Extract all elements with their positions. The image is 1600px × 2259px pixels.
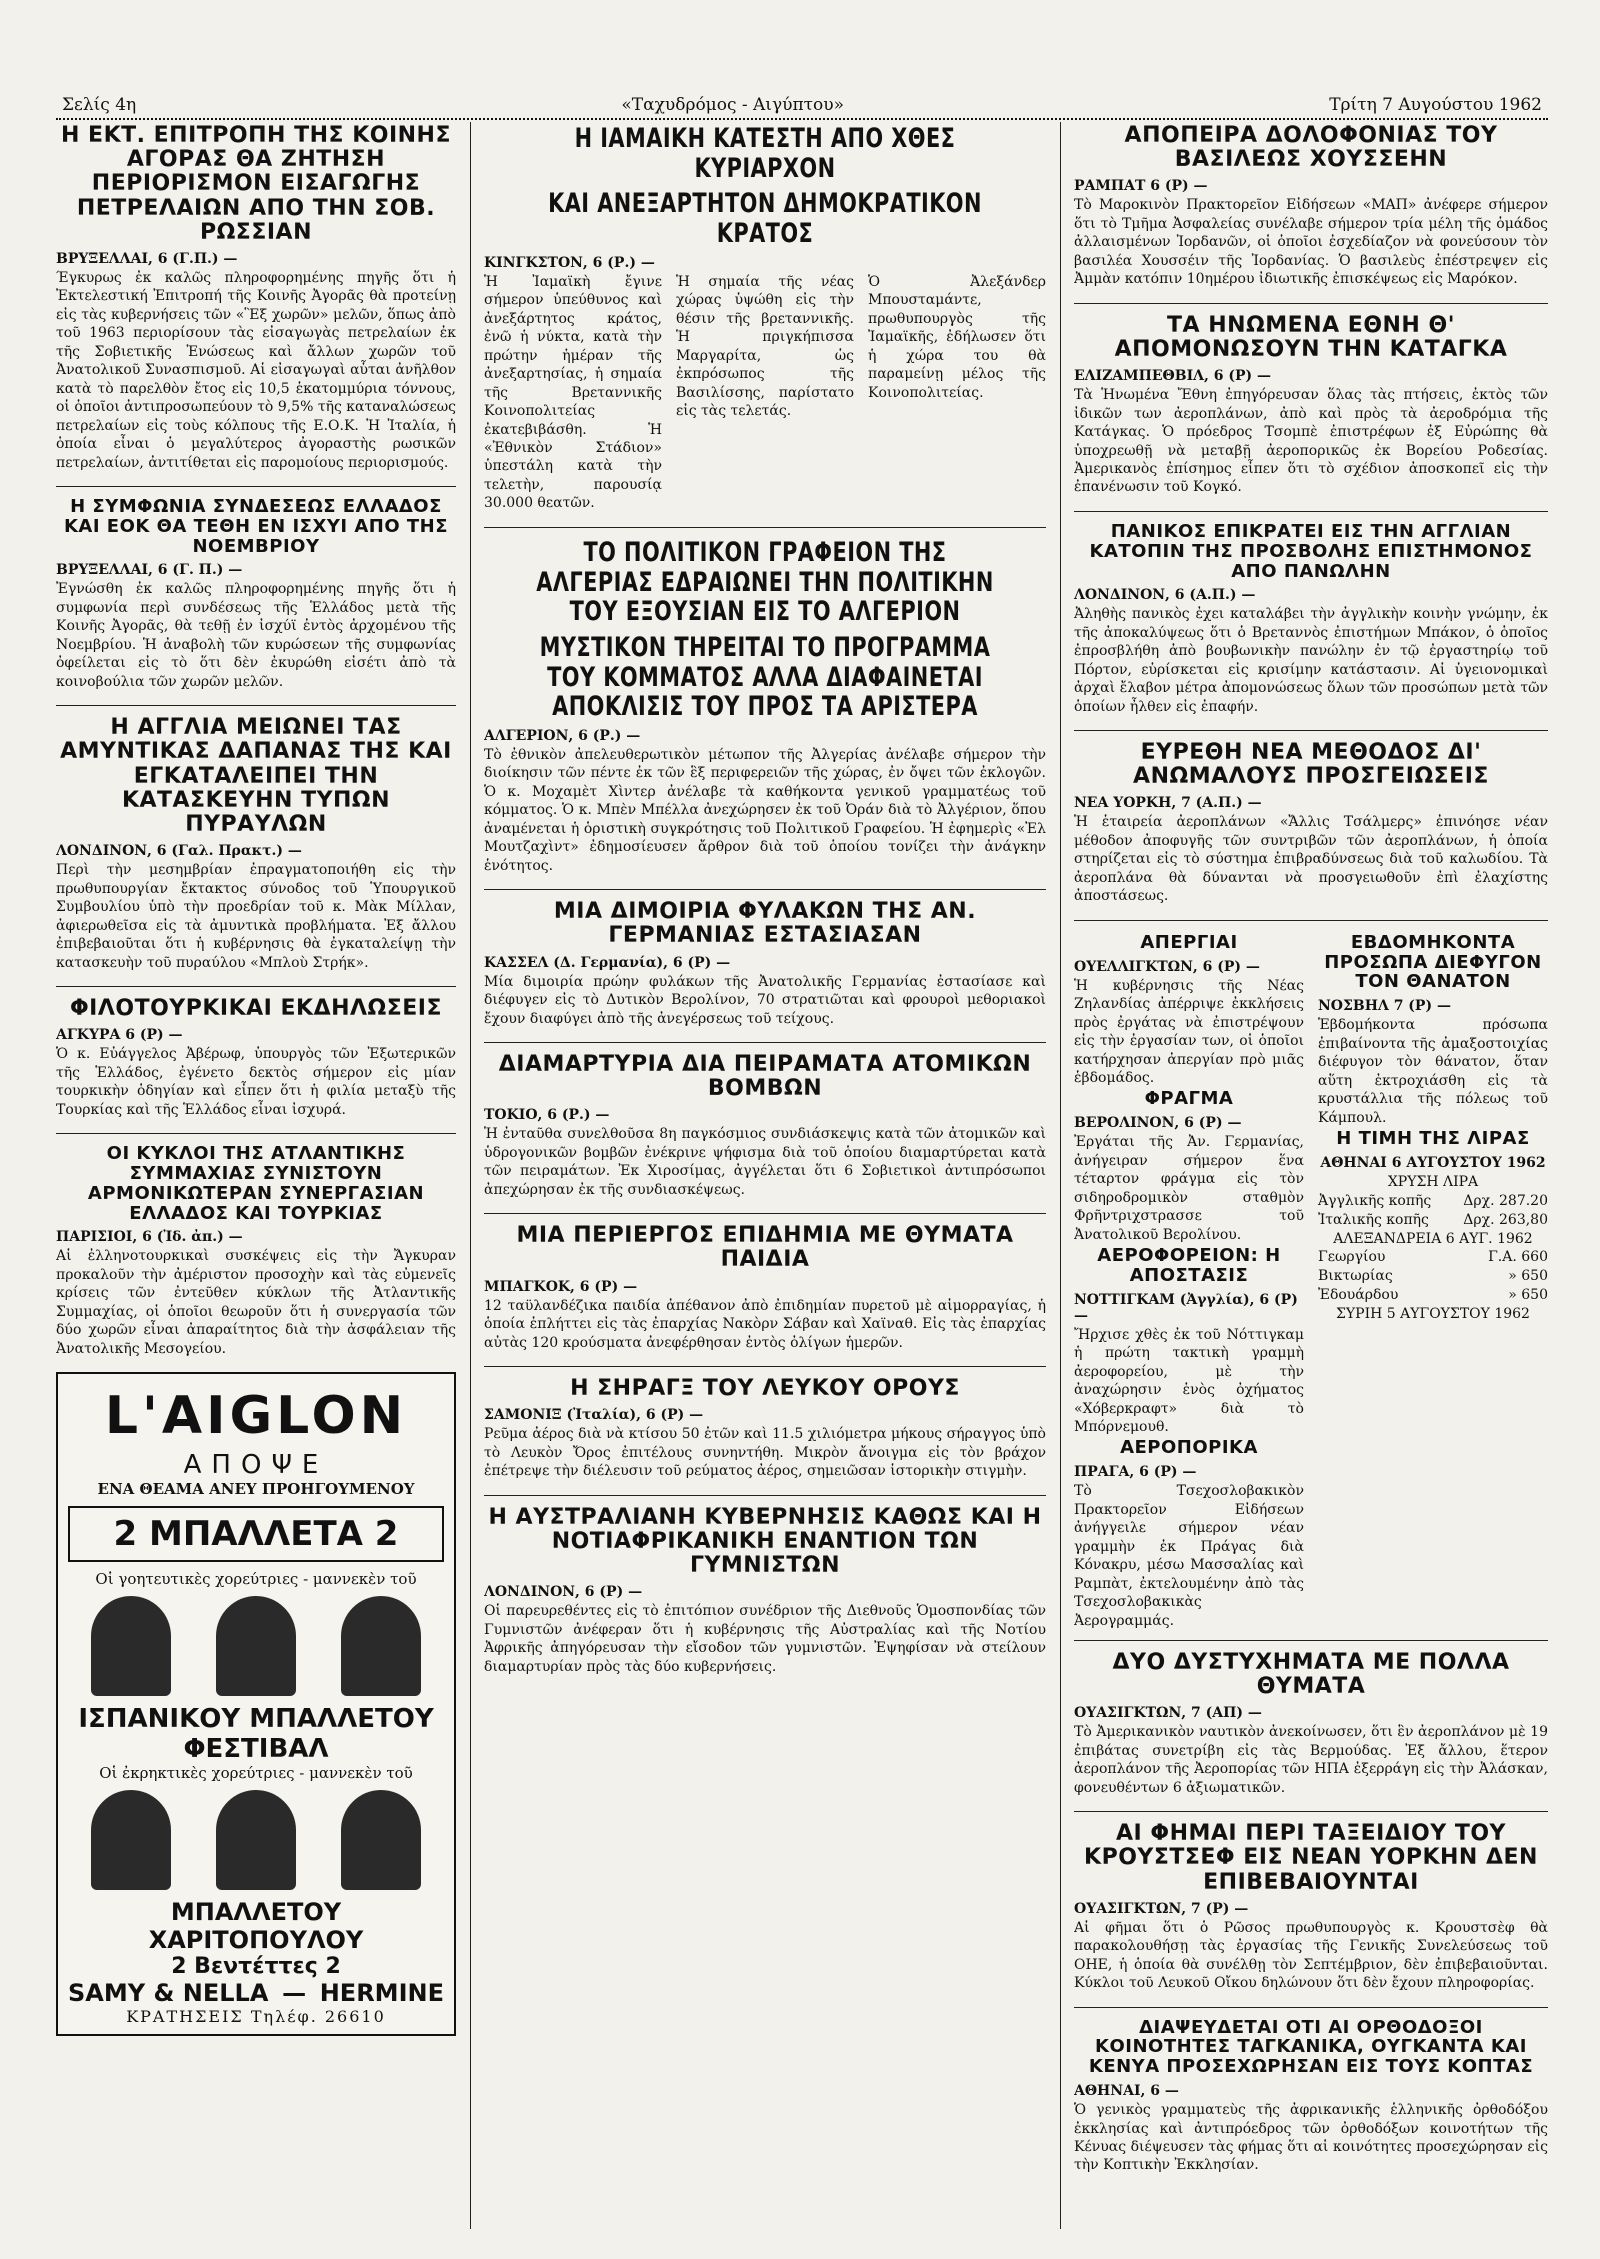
column-right [1074,122,1548,2229]
article-body: Ἡ Ἰαμαϊκὴ ἔγινε σήμερον ὑπεύθυνος καὶ ἀνεξάρτητος κράτος, ἐνῶ ἡ νύκτα, κατὰ τὴν πρώτην ἡμέραν τῆς ἀνεξαρτησίας, ἡ σημαία τῆς Βρεταννικῆς Κοινοπολιτείας ἐκατεβιβάσθη. Ἡ «Ἐθνικὸν Στάδιον» ὑπεστάλη κατὰ τὴν τελετὴν, παρουσίᾳ 30.000 θεατῶν. [484,273,662,512]
headline: Η ΑΓΓΛΙΑ ΜΕΙΩΝΕΙ ΤΑΣ ΑΜΥΝΤΙΚΑΣ ΔΑΠΑΝΑΣ ΤΗΣ ΚΑΙ ΕΓΚΑΤΑΛΕΙΠΕΙ ΤΗΝ ΚΑΤΑΣΚΕΥΗΝ ΤΥΠΩΝ ΠΥΡΑΥΛΩΝ [60,715,452,838]
headline: ΤΑ ΗΝΩΜΕΝΑ ΕΘΝΗ Θ' ΑΠΟΜΟΝΩΣΟΥΝ ΤΗΝ ΚΑΤΑΓΚΑ [1114,312,1508,362]
ad-booking: ΚΡΑΤΗΣΕΙΣ Τηλέφ. 26610 [126,2007,386,2027]
headline: Η ΕΚΤ. ΕΠΙΤΡΟΠΗ ΤΗΣ ΚΟΙΝΗΣ ΑΓΟΡΑΣ ΘΑ ΖΗΤΗΣΗ ΠΕΡΙΟΡΙΣΜΟΝ ΕΙΣΑΓΩΓΗΣ ΠΕΤΡΕΛΑΙΩΝ ΑΠΟ ΤΗΝ ΣΟΒ. ΡΩΣΣΙΑΝ [60,123,451,245]
dateline: ΡΑΜΠΑΤ 6 (Ρ) — [1074,178,1208,195]
dateline: ΑΛΓΕΡΙΟΝ, 6 (Ρ.) — [484,727,641,744]
alex-title: ΑΛΕΞΑΝΔΡΕΙΑ 6 ΑΥΓ. 1962 [1333,1230,1533,1247]
headline: ΑΕΡΟΠΟΡΙΚΑ [1120,1437,1258,1459]
dancer-photo [91,1596,171,1696]
article-body: Ὁ Ἀλεξάνδερ Μπουσταμάντε, πρωθυπουργὸς τῆς Ἰαμαϊκῆς, ἐδήλωσεν ὅτι ἡ χώρα του θὰ παραμείνῃ μέλος τῆς Κοινοπολιτείας. [868,273,1046,401]
dateline: ΛΟΝΔΙΝΟΝ, 6 (Γαλ. Πρακτ.) — [56,843,302,860]
dateline: ΕΛΙΖΑΜΠΕΘΒΙΛ, 6 (Ρ) — [1074,368,1272,385]
article-body: 12 ταϋλανδέζικα παιδία ἀπέθανον ἀπὸ ἐπιδημίαν πυρετοῦ μὲ αἱμορραγίας, ἡ ὁποία ἐπλήττει εἰς τὰς ἐπαρχίας Νακὸρν Σάβαν καὶ Χαϊναθ. Εἰς τὰς ἐπαρχίας αὐτὰς 120 κρούσματα ἀνεφέρθησαν ἐντὸς ὀλίγων ἡμερῶν. [484,1297,1046,1351]
article-body: Ρεῦμα ἀέρος διὰ νὰ κτίσου 50 ἐτῶν καὶ 11.5 χιλιόμετρα μήκους σήραγγος ὑπὸ τὸ Λευκὸν Ὄρος ἐπιτέλους συνηντήθη. Μικρὸν ἄνοιγμα εἰς τὸν βράχον ἐπέτρεψε τὴν διέλευσιν τοῦ ρεύματος ἀέρος, σημειῶσαν ἱστορικὴν στιγμὴν. [484,1426,1046,1480]
column-center [484,122,1046,2229]
ad-festival: ΙΣΠΑΝΙΚΟΥ ΜΠΑΛΛΕΤΟΥ ΦΕΣΤΙΒΑΛ [78,1704,434,1765]
dateline: ΟΥΑΣΙΓΚΤΩΝ, 7 (Ρ) — [1074,1900,1249,1917]
headline: Η ΣΥΜΦΩΝΙΑ ΣΥΝΔΕΣΕΩΣ ΕΛΛΑΔΟΣ ΚΑΙ ΕΟΚ ΘΑ ΤΕΘΗ ΕΝ ΙΣΧΥΙ ΑΠΟ ΤΗΣ ΝΟΕΜΒΡΙΟΥ [63,496,449,557]
headline: ΜΥΣΤΙΚΟΝ ΤΗΡΕΙΤΑΙ ΤΟ ΠΡΟΓΡΑΜΜΑ ΤΟΥ ΚΟΜΜΑΤΟΣ ΑΛΛΑ ΔΙΑΦΑΙΝΕΤΑΙ ΑΠΟΚΛΙΣΙΣ ΤΟΥ ΠΡΟΣ ΤΑ ΑΡΙΣΤΕΡΑ [539,631,991,723]
short-news-column [1074,931,1304,1630]
dateline: ΝΟΣΒΗΛ 7 (Ρ) — [1318,998,1451,1015]
dateline: ΠΡΑΓΑ, 6 (Ρ) — [1074,1464,1197,1481]
dateline: ΚΙΝΓΚΣΤΟΝ, 6 (Ρ.) — [484,254,655,271]
article-body: Ἡ ἑταιρεία ἀεροπλάνων «Ἄλλις Τσάλμερς» ἐπινόησε νέαν μέθοδον ἀποφυγῆς τῶν συντριβῶν τῶν ἀεροπλάνων, ἡ ὁποία στηρίζεται εἰς τὸ σύστημα ἐπιβραδύνσεως διὰ τοῦ καλωδίου. Τὰ ἀεροπλάνα θὰ δύνανται νὰ προσγειωθοῦν ἐπὶ ἐλαχίστης ἀποστάσεως. [1074,814,1548,905]
article-khrushchev [1074,1822,1548,1992]
dateline: ΝΟΤΤΙΓΚΑΜ (Ἀγγλία), 6 (Ρ) — [1074,1291,1298,1324]
ad-tonight: ΑΠΟΨΕ [183,1450,329,1481]
dateline: ΝΕΑ ΥΟΡΚΗ, 7 (Α.Π.) — [1074,795,1262,812]
dancer-photo [341,1790,421,1890]
article-body: Έγκυρως ἐκ καλῶς πληροφορημένης πηγῆς ὅτι ἡ Ἐκτελεστική Ἐπιτροπή τῆς Κοινῆς Ἀγορᾶς θὰ προτείνῃ εἰς τὰς κυβερνήσεις τῶν «Ἓξ χωρῶν» μελῶν, ὅπως ἀπὸ τοῦ 1963 περιορίσουν τὰς εἰσαγωγὰς πετρελαίων ἐκ τῆς Σοβιετικῆς Ἑνώσεως καὶ ἄλλων χωρῶν τοῦ Ἀνατολικοῦ Συνασπισμοῦ. Αἱ εἰσαγωγαὶ αὗται ἀνῆλθον κατὰ τὸ παρελθὸν ἔτος εἰς 10,5 ἑκατομμύρια τόννους, οἱ ὁποῖοι ἀντιπροσωπεύουν τὸ 9,5% τῆς καταναλώσεως πετρελαίων εἰς τοὺς κόλπους τῆς Ε.Ο.Κ. Ἡ Ἰταλία, ἡ ὁποία εἶναι ὁ μεγαλύτερος ἀγοραστὴς ρωσικῶν πετρελαίων, ἀντιτίθεται εἰς παρομοίους περιορισμούς. [56,269,456,471]
dateline: ΣΑΜΟΝΙΞ (Ἰταλία), 6 (Ρ) — [484,1407,704,1424]
article-body: Ἐργάται τῆς Ἀν. Γερμανίας, ἀνήγειραν σήμερον ἕνα τέταρτον φράγμα εἰς τὸν σιδηροδρομικὸν σταθμὸν Φρῆντριχστρασσε τοῦ Ἀνατολικοῦ Βερολίνου. [1074,1134,1304,1243]
article-body: Ἑβδομήκοντα πρόσωπα ἐπιβαίνοντα τῆς ἀμαξοστοιχίας διέφυγον τὸν θάνατον, ὅταν αὕτη ἐκτροχιάσθη εἰς τὰ κρυστάλλια τῆς πόλεως τοῦ Κάμπουλ. [1318,1017,1548,1126]
paper-name: «Ταχυδρόμος - Αιγύπτου» [615,95,850,115]
gold-price-table [1318,1173,1548,1324]
headline: ΑΕΡΟΦΟΡΕΙΟΝ: Η ΑΠΟΣΤΑΣΙΣ [1097,1245,1281,1286]
column-rule [470,122,471,2229]
dateline: ΑΘΗΝΑΙ, 6 — [1074,2083,1179,2100]
alex-row: Γεωργίου Γ.Α. 660 [1318,1249,1548,1266]
article-body: Τὰ Ἡνωμένα Ἔθνη ἐπηγόρευσαν ὅλας τὰς πτήσεις, ἐκτὸς τῶν ἰδικῶν των ἀεροπλάνων, ἀπὸ καὶ πρὸς τὰ ἀεροδρόμια τῆς Κατάγκας. Ὁ πρόεδρος Τσομπὲ ἐπιστρέφων ἐξ Εὐρώπης θὰ ὑποχρεωθῇ νὰ μεταβῇ ἀεροπορικῶς ἐκ Βορείου Ροδεσίας. Ἀμερικανὸς ἐπίσημος εἶπεν ὅτι τὸ σχέδιον ἀποσκοπεῖ εἰς τὴν ἐπανένωσιν τοῦ Κογκό. [1074,387,1548,496]
laiglon-advertisement: L'AIGLON ΑΠΟΨΕ ΕΝΑ ΘΕΑΜΑ ΑΝΕΥ ΠΡΟΗΓΟΥΜΕΝΟΥ 2 ΜΠΑΛΛΕΤΑ 2 Οἱ γοητευτικὲς χορεύτριες - μαννεκὲν τοῦ ΙΣΠΑΝΙΚΟΥ ΜΠΑΛΛΕΤΟΥ ΦΕΣΤΙΒΑΛ Οἱ ἐκρηκτικὲς χορεύτριες - μαννεκὲν τοῦ ΜΠΑΛΛΕΤΟΥ ΧΑΡΙΤΟΠΟΥΛΟΥ 2 Βεντέττες 2 SAMY & NELLA — HERMINE ΚΡΑΤΗΣΕΙΣ Τηλέφ. 26610 [56,1372,456,2036]
article-body: Ὁ κ. Εὐάγγελος Ἀβέρωφ, ὑπουργὸς τῶν Ἐξωτερικῶν τῆς Ἑλλάδος, ἐγένετο δεκτὸς σήμερον εἰς μίαν τουρκικὴν ὁδηγίαν καὶ εἶπεν ὅτι ἡ φιλία μεταξὺ τῆς Τουρκίας καὶ τῆς Ἑλλάδος εἶναι ἰσχυρά. [56,1046,456,1118]
gold-title: ΧΡΥΣΗ ΛΙΡΑ [1387,1173,1479,1190]
headline: ΕΥΡΕΘΗ ΝΕΑ ΜΕΘΟΔΟΣ ΔΙ' ΑΝΩΜΑΛΟΥΣ ΠΡΟΣΓΕΙΩΣΕΙΣ [1133,740,1489,790]
dateline: ΑΓΚΥΡΑ 6 (Ρ) — [56,1027,183,1044]
headline: ΔΥΟ ΔΥΣΤΥΧΗΜΑΤΑ ΜΕ ΠΟΛΛΑ ΘΥΜΑΤΑ [1112,1650,1510,1700]
article-australia-nudists [484,1506,1046,1676]
ad-desc: Οἱ ἐκρηκτικὲς χορεύτριες - μαννεκὲν τοῦ [99,1764,413,1783]
article-britain-defence [56,716,456,972]
headline: Η ΤΙΜΗ ΤΗΣ ΛΙΡΑΣ [1336,1128,1530,1150]
article-body: Ὁ γενικὸς γραμματεὺς τῆς ἀφρικανικῆς ἑλληνικῆς ὀρθοδόξου ἐκκλησίας καὶ ἀντιπρόεδρος τῶν ὀρθοδόξων κοινοτήτων τῆς Κένυας διέψευσεν τὰς φήμας ὅτι αἱ κοινότητες προσεχώρησαν εἰς τὴν Κοπτικὴν Ἐκκλησίαν. [1074,2102,1548,2174]
dateline: ΒΡΥΞΕΛΛΑΙ, 6 (Γ. Π.) — [56,562,243,579]
headline: Η ΙΑΜΑΙΚΗ ΚΑΤΕΣΤΗ ΑΠΟ ΧΘΕΣ ΚΥΡΙΑΡΧΟΝ [574,123,956,184]
article-body: Αἱ ἐλληνοτουρκικαὶ συσκέψεις εἰς τὴν Ἄγκυραν προκαλοῦν τὴν ἀμέριστον προσοχὴν καὶ τὰς εὐμενεῖς κρίσεις τῶν ἐντεῦθεν κύκλων τῆς Ἀτλαντικῆς Συμμαχίας, οἱ ὁποῖοι θεωροῦν ὅτι ἡ συνεργασία τῶν δύο χωρῶν εἶναι ἀπαραίτητος διὰ τὴν ἀσφάλειαν τῆς Ἀνατολικῆς Μεσογείου. [56,1248,456,1357]
dateline: ΟΥΕΛΛΙΓΚΤΩΝ, 6 (Ρ) — [1074,958,1260,975]
short-news-column [1318,931,1548,1630]
dateline: ΛΟΝΔΙΝΟΝ, 6 (Ρ) — [484,1584,643,1601]
article-body: Τὸ ἐθνικὸν ἀπελευθερωτικὸν μέτωπον τῆς Ἀλγερίας ἀνέλαβε σήμερον τὴν διοίκησιν τῶν πέντε ἐκ τῶν ἓξ περιφερειῶν τῆς χώρας, ἐν ὄψει τῶν ἐκλογῶν. Ὁ κ. Μοχαμὲτ Χὶντερ ἀνέλαβε τὰ καθήκοντα γενικοῦ γραμματέως τοῦ κόμματος. Ὁ κ. Μπὲν Μπέλλα ἀνεχώρησεν ἐκ τοῦ Ὀράν διὰ τὸ Ἀλγέριον, ὅπου ἀναμένεται ἡ ὁριστικὴ συγκρότησις τοῦ Πολιτικοῦ Γραφείου. Ἡ ἐφημερὶς «Ἐλ Μουτζαχὶντ» ἐδημοσίευσεν ἄρθρον διὰ τοῦ ὁποίου τονίζει τὴν ἀνάγκην ἑνότητος. [484,746,1046,874]
dateline: ΟΥΑΣΙΓΚΤΩΝ, 7 (ΑΠ) — [1074,1705,1262,1722]
dateline: ΒΡΥΞΕΛΛΑΙ, 6 (Γ.Π.) — [56,250,238,267]
dancer-photo [91,1790,171,1890]
column-rule [1060,122,1061,2229]
dancer-photo [216,1790,296,1890]
gold-row: Ἀγγλικῆς κοπῆς Δρχ. 287.20 [1318,1192,1548,1209]
alex-row: Ἐδουάρδου » 650 [1318,1287,1548,1304]
headline: ΑΙ ΦΗΜΑΙ ΠΕΡΙ ΤΑΞΕΙΔΙΟΥ ΤΟΥ ΚΡΟΥΣΤΣΕΦ ΕΙΣ ΝΕΑΝ ΥΟΡΚΗΝ ΔΕΝ ΕΠΙΒΕΒΑΙΟΥΝΤΑΙ [1084,1821,1538,1895]
article-body: Τὸ Τσεχοσλοβακικὸν Πρακτορεῖον Εἰδήσεων ἀνήγγειλε σήμερον νέαν γραμμὴν ἐκ Πράγας διὰ Κόνακρυ, μέσω Μασσαλίας καὶ Ραμπὰτ, ἐκτελουμένην ἀπὸ τὰς Τσεχοσλοβακικὰς Ἀερογραμμάς. [1074,1483,1304,1629]
article-body: Ἤρχισε χθὲς ἐκ τοῦ Νόττιγκαμ ἡ πρώτη τακτικὴ γραμμὴ ἀεροφορείου, μὲ τὴν ἀναχώρησιν ἑνὸς ὀχήματος «Χόβερκραφτ» διὰ τὸ Μπόρνεμουθ. [1074,1326,1304,1435]
ad-dancer-photos [68,1790,444,1890]
article-body: Ἀληθὴς πανικὸς ἐχει καταλάβει τὴν ἀγγλικὴν κοινὴν γνώμην, ἐκ τῆς ἀποκαλύψεως ὅτι ὁ Βρεταννὸς ἐπιστήμων Μπάκον, ὁ ὁποῖος ἐπροσβλήθη ἀπὸ βουβωνικὴν πανώλην ἐν τῷ ἐργαστηρίῳ τοῦ Πόρτον, εὑρίσκεται εἰς κρισίμην κατάστασιν. Αἱ ὑγειονομικαὶ ἀρχαὶ ἔλαβον μέτρα ἀπομονώσεως ὅλων τῶν προσώπων μετὰ τῶν ὁποίων ἦλθεν εἰς ἐπαφήν. [1074,606,1548,715]
article-body: Περὶ τὴν μεσημβρίαν ἐπραγματοποιήθη εἰς τὴν πρωθυπουργίαν ἔκτακτος σύνοδος τοῦ Ὑπουργικοῦ Συμβουλίου ὑπὸ τὴν προεδρίαν τοῦ κ. Μὰκ Μίλλαν, ἀφιερωθεῖσα εἰς τὰ ἀμυντικὰ προβλήματα. Ἐξ ἄλλου ἐπιβεβαιοῦται ὅτι ἡ κυβέρνησις θὰ ἐγκαταλείψῃ τὴν κατασκευὴν τοῦ πυραύλου «Μπλοὺ Στρήκ». [56,862,456,971]
ad-desc: Οἱ γοητευτικὲς χορεύτριες - μαννεκὲν τοῦ [95,1570,417,1589]
article-common-market [56,124,456,472]
alex-row: Βικτωρίας » 650 [1318,1268,1548,1285]
headline: ΔΙΑΜΑΡΤΥΡΙΑ ΔΙΑ ΠΕΙΡΑΜΑΤΑ ΑΤΟΜΙΚΩΝ ΒΟΜΒΩΝ [498,1052,1032,1102]
ad-ballet-name: ΜΠΑΛΛΕΤΟΥ ΧΑΡΙΤΟΠΟΥΛΟΥ [148,1898,364,1955]
dateline: ΚΑΣΣΕΛ (Δ. Γερμανία), 6 (Ρ) — [484,954,731,971]
headline: Η ΣΗΡΑΓΞ ΤΟΥ ΛΕΥΚΟΥ ΟΡΟΥΣ [570,1376,960,1402]
article-jamaica [484,124,1046,513]
dateline: ΠΑΡΙΣΙΟΙ, 6 (Ἰδ. ἀπ.) — [56,1229,243,1246]
ad-dancer-photos [68,1596,444,1696]
headline: ΟΙ ΚΥΚΛΟΙ ΤΗΣ ΑΤΛΑΝΤΙΚΗΣ ΣΥΜΜΑΧΙΑΣ ΣΥΝΙΣΤΟΥΝ ΑΡΜΟΝΙΚΩΤΕΡΑΝ ΣΥΝΕΡΓΑΣΙΑΝ ΕΛΛΑΔΟΣ ΚΑΙ ΤΟΥΡΚΙΑΣ [87,1143,425,1224]
dateline: ΒΕΡΟΛΙΝΟΝ, 6 (Ρ) — [1074,1115,1242,1132]
headline: ΑΠΕΡΓΙΑΙ [1140,931,1238,953]
article-body: Ἐγνώσθη ἐκ καλῶς πληροφορημένης πηγῆς ὅτι ἡ συμφωνία περὶ συνδέσεως τῆς Ἑλλάδος μετὰ τῆς Κοινῆς Ἀγορᾶς, θὰ τεθῇ ἐν ἰσχύϊ ἐντὸς ἀρχομένου τῆς Νοεμβρίου. Ἡ ἀναβολὴ τῶν κυρώσεων τῆς συμφωνίας ὀφείλεται εἰς τὸ ὅτι δὲν ἐκυρώθη εἰσέτι ἀπὸ τὰ κοινοβούλια τῶν χωρῶν μελῶν. [56,581,456,690]
article-body: Οἱ παρευρεθέντες εἰς τὸ ἐπιτόπιον συνέδριον τῆς Διεθνοῦς Ὁμοσπονδίας τῶν Γυμνιστῶν ἀνέφεραν ὅτι ἡ κυβέρνησις τῆς Αὐστραλίας καὶ τῆς Νοτίου Ἀφρικῆς ἀπηγόρευσαν τὴν εἴσοδον τῶν γυμνιστῶν. Ἐψηφίσαν νὰ στείλουν διαμαρτυρίαν πρὸς τὰς δύο κυβερνήσεις. [484,1603,1046,1675]
ad-vedettes: 2 Βεντέττες 2 [171,1954,341,1980]
ad-name-2: HERMINE [319,1979,444,2008]
fx-title: ΣΥΡΙΗ 5 ΑΥΓΟΥΣΤΟΥ 1962 [1336,1306,1530,1323]
article-body: Τὸ Μαρoκινὸν Πρακτορεῖον Εἰδήσεων «ΜΑΠ» ἀνέφερε σήμερον ὅτι τὸ Τμῆμα Ἀσφαλείας συνέλαβε σήμερον τρία μέλη τῆς ὁμάδος ἀλλαισμένων Ἰορδανῶν, οἱ ὁποῖοι ἐσχεδίαζον νὰ φονεύσουν τὸν βασιλέα Χουσσέιν τῆς Ἰορδανίας. Ὁ βασιλεὺς ἐπέστρεψεν εἰς Ἀμμὰν κατόπιν 10ημέρου ἰδιωτικῆς ἐπισκέψεως εἰς Μαρόκον. [1074,197,1548,288]
article-two-accidents [1074,1651,1548,1797]
article-hussein-attempt [1074,124,1548,289]
headline: ΜΙΑ ΠΕΡΙΕΡΓΟΣ ΕΠΙΔΗΜΙΑ ΜΕ ΘΥΜΑΤΑ ΠΑΙΔΙΑ [516,1223,1014,1273]
headline: ΕΒΔΟΜΗΚΟΝΤΑ ΠΡΟΣΩΠΑ ΔΙΕΦΥΓΟΝ ΤΟΝ ΘΑΝΑΤΟΝ [1324,931,1542,993]
headline: Η ΑΥΣΤΡΑΛΙΑΝΗ ΚΥΒΕΡΝΗΣΙΣ ΚΑΘΩΣ ΚΑΙ Η ΝΟΤΙΑΦΡΙΚΑΝΙΚΗ ΕΝΑΝΤΙΟΝ ΤΩΝ ΓΥΜΝΙΣΤΩΝ [488,1504,1042,1579]
masthead [56,92,1548,120]
column-left [56,122,456,2229]
article-mont-blanc [484,1377,1046,1481]
article-algeria [484,538,1046,875]
dateline: ΛΟΝΔΙΝΟΝ, 6 (Α.Π.) — [1074,587,1256,604]
headline: ΜΙΑ ΔΙΜΟΙΡΙΑ ΦΥΛΑΚΩΝ ΤΗΣ ΑΝ. ΓΕΡΜΑΝΙΑΣ ΕΣΤΑΣΙΑΣΑΝ [553,899,977,949]
article-plague-panic [1074,522,1548,716]
article-emergency-landings [1074,741,1548,906]
article-atomic-protest [484,1053,1046,1199]
ad-name-1: SAMY & NELLA [68,1979,269,2008]
issue-date: Τρίτη 7 Αυγούστου 1962 [1323,95,1548,115]
ad-logo: L'AIGLON [104,1386,408,1447]
dancer-photo [216,1596,296,1696]
headline: ΦΙΛΟΤΟΥΡΚΙΚΑΙ ΕΚΔΗΛΩΣΕΙΣ [69,996,443,1022]
article-body: Μία διμοιρία πρώην φυλάκων τῆς Ἀνατολικῆς Γερμανίας ἐστασίασε καὶ διέφυγεν εἰς τὸ Δυτικὸν Βερολίνον, 70 στρατιῶται καὶ φρουροὶ μεθοριακοὶ ἔχουν διαφύγει ἀπὸ τῆς ἀνεγέρσεως τοῦ τείχους. [484,973,1046,1027]
article-pro-turkish [56,997,456,1119]
headline: ΚΑΙ ΑΝΕΞΑΡΤΗΤΟΝ ΔΗΜΟΚΡΑΤΙΚΟΝ ΚΡΑΤΟΣ [548,188,982,250]
headline: ΑΠΟΠΕΙΡΑ ΔΟΛΟΦΟΝΙΑΣ ΤΟΥ ΒΑΣΙΛΕΩΣ ΧΟΥΣΣΕΗΝ [1124,123,1498,173]
article-greece-eec [56,497,456,691]
article-epidemic [484,1224,1046,1352]
dateline: ΤΟΚΙΟ, 6 (Ρ.) — [484,1107,610,1124]
headline: ΤΟ ΠΟΛΙΤΙΚΟΝ ΓΡΑΦΕΙΟΝ ΤΗΣ ΑΛΓΕΡΙΑΣ ΕΔΡΑΙΩΝΕΙ ΤΗΝ ΠΟΛΙΤΙΚΗΝ ΤΟΥ ΕΞΟΥΣΙΑΝ ΕΙΣ ΤΟ ΑΛΓΕΡΙΟΝ [536,536,994,628]
dancer-photo [341,1596,421,1696]
gold-row: Ἰταλικῆς κοπῆς Δρχ. 263,80 [1318,1211,1548,1228]
article-body: Αἱ φῆμαι ὅτι ὁ Ρῶσος πρωθυπουργὸς κ. Κρουστσὲφ θὰ παρακολουθήσῃ τὰς ἐργασίας τῆς Γενικῆς Συνελεύσεως τοῦ ΟΗΕ, ἡ ὁποία θὰ συνέλθῃ τὸν Σεπτέμβριον, δὲν ἐπιβεβαιοῦνται. Κύκλοι τοῦ Λευκοῦ Οἴκου δηλώνουν ὅτι δὲν ἔχουν πληροφορίας. [1074,1919,1548,1992]
dateline: ΑΘΗΝΑΙ 6 ΑΥΓΟΥΣΤΟΥ 1962 [1320,1154,1546,1171]
headline: ΔΙΑΨΕΥΔΕΤΑΙ ΟΤΙ ΑΙ ΟΡΘΟΔΟΞΟΙ ΚΟΙΝΟΤΗΤΕΣ ΤΑΓΚΑΝΙΚΑ, ΟΥΓΚΑΝΤΑ ΚΑΙ ΚΕΝΥΑ ΠΡΟΣΕΧΩΡΗΣΑΝ ΕΙΣ ΤΟΥΣ ΚΟΠΤΑΣ [1088,2016,1534,2078]
article-un-katanga [1074,314,1548,497]
ad-ballet-count: 2 ΜΠΑΛΛΕΤΑ 2 [113,1514,399,1555]
ad-tagline: ΕΝΑ ΘΕΑΜΑ ΑΝΕΥ ΠΡΟΗΓΟΥΜΕΝΟΥ [97,1480,415,1499]
page-number: Σελίς 4η [56,95,142,115]
article-east-german-guards [484,900,1046,1028]
article-body: Τὸ Ἀμερικανικὸν ναυτικὸν ἀνεκοίνωσεν, ὅτι ἓν ἀεροπλάνον μὲ 19 ἐπιβάτας συνετρίβη εἰς τὰς Βερμούδας. Ἐξ ἄλλου, ἕτερον ἀεροπλάνον τῆς Ἀεροπορίας τῶν ΗΠΑ ἐξερράγη εἰς τὴν Ἀλάσκαν, φονευθέντων 6 ἀξιωματικῶν. [1074,1724,1548,1796]
article-nato-greece-turkey [56,1144,456,1358]
headline: ΦΡΑΓΜΑ [1144,1088,1234,1110]
article-orthodox-communities [1074,2018,1548,2175]
headline: ΠΑΝΙΚΟΣ ΕΠΙΚΡΑΤΕΙ ΕΙΣ ΤΗΝ ΑΓΓΛΙΑΝ ΚΑΤΟΠΙΝ ΤΗΣ ΠΡΟΣΒΟΛΗΣ ΕΠΙΣΤΗΜΟΝΟΣ ΑΠΟ ΠΑΝΩΛΗΝ [1089,520,1533,582]
dateline: ΜΠΑΓΚΟΚ, 6 (Ρ) — [484,1278,638,1295]
article-body: Ἡ κυβέρνησις τῆς Νέας Ζηλανδίας ἀπέρριψε ἐκκλήσεις πρὸς ἐργάτας νὰ ἐπιστρέψουν εἰς τὴν ἐργασίαν των, οἱ ὁποῖοι κατήρχησαν ἀπεργίαν πρὸ μιᾶς ἑβδομάδος. [1074,977,1304,1086]
article-body: Ἡ σημαία τῆς νέας χώρας ὑψώθη εἰς τὴν θέσιν τῆς βρεταννικῆς. Ἡ πριγκήπισσα Μαργαρίτα, ὡς ἐκπρόσωπος τῆς Βασιλίσσης, παρίστατο εἰς τὰς τελετάς. [676,273,854,420]
article-body: Ἡ ἐνταῦθα συνελθοῦσα 8η παγκόσμιος συνδιάσκεψις κατὰ τῶν ἀτομικῶν καὶ ὑδρογονικῶν βομβῶν ἐνέκρινε ψήφισμα διὰ τοῦ ὁποίου διαμαρτύρεται κατὰ τῶν πειραμάτων. Ἐκ Χιροσίμας, ἀγγέλεται ὅτι 6 Σοβιετικοὶ ἀντιπρόσωποι ἀπεχώρησαν ἐκ τῆς συνδιασκέψεως. [484,1126,1046,1198]
